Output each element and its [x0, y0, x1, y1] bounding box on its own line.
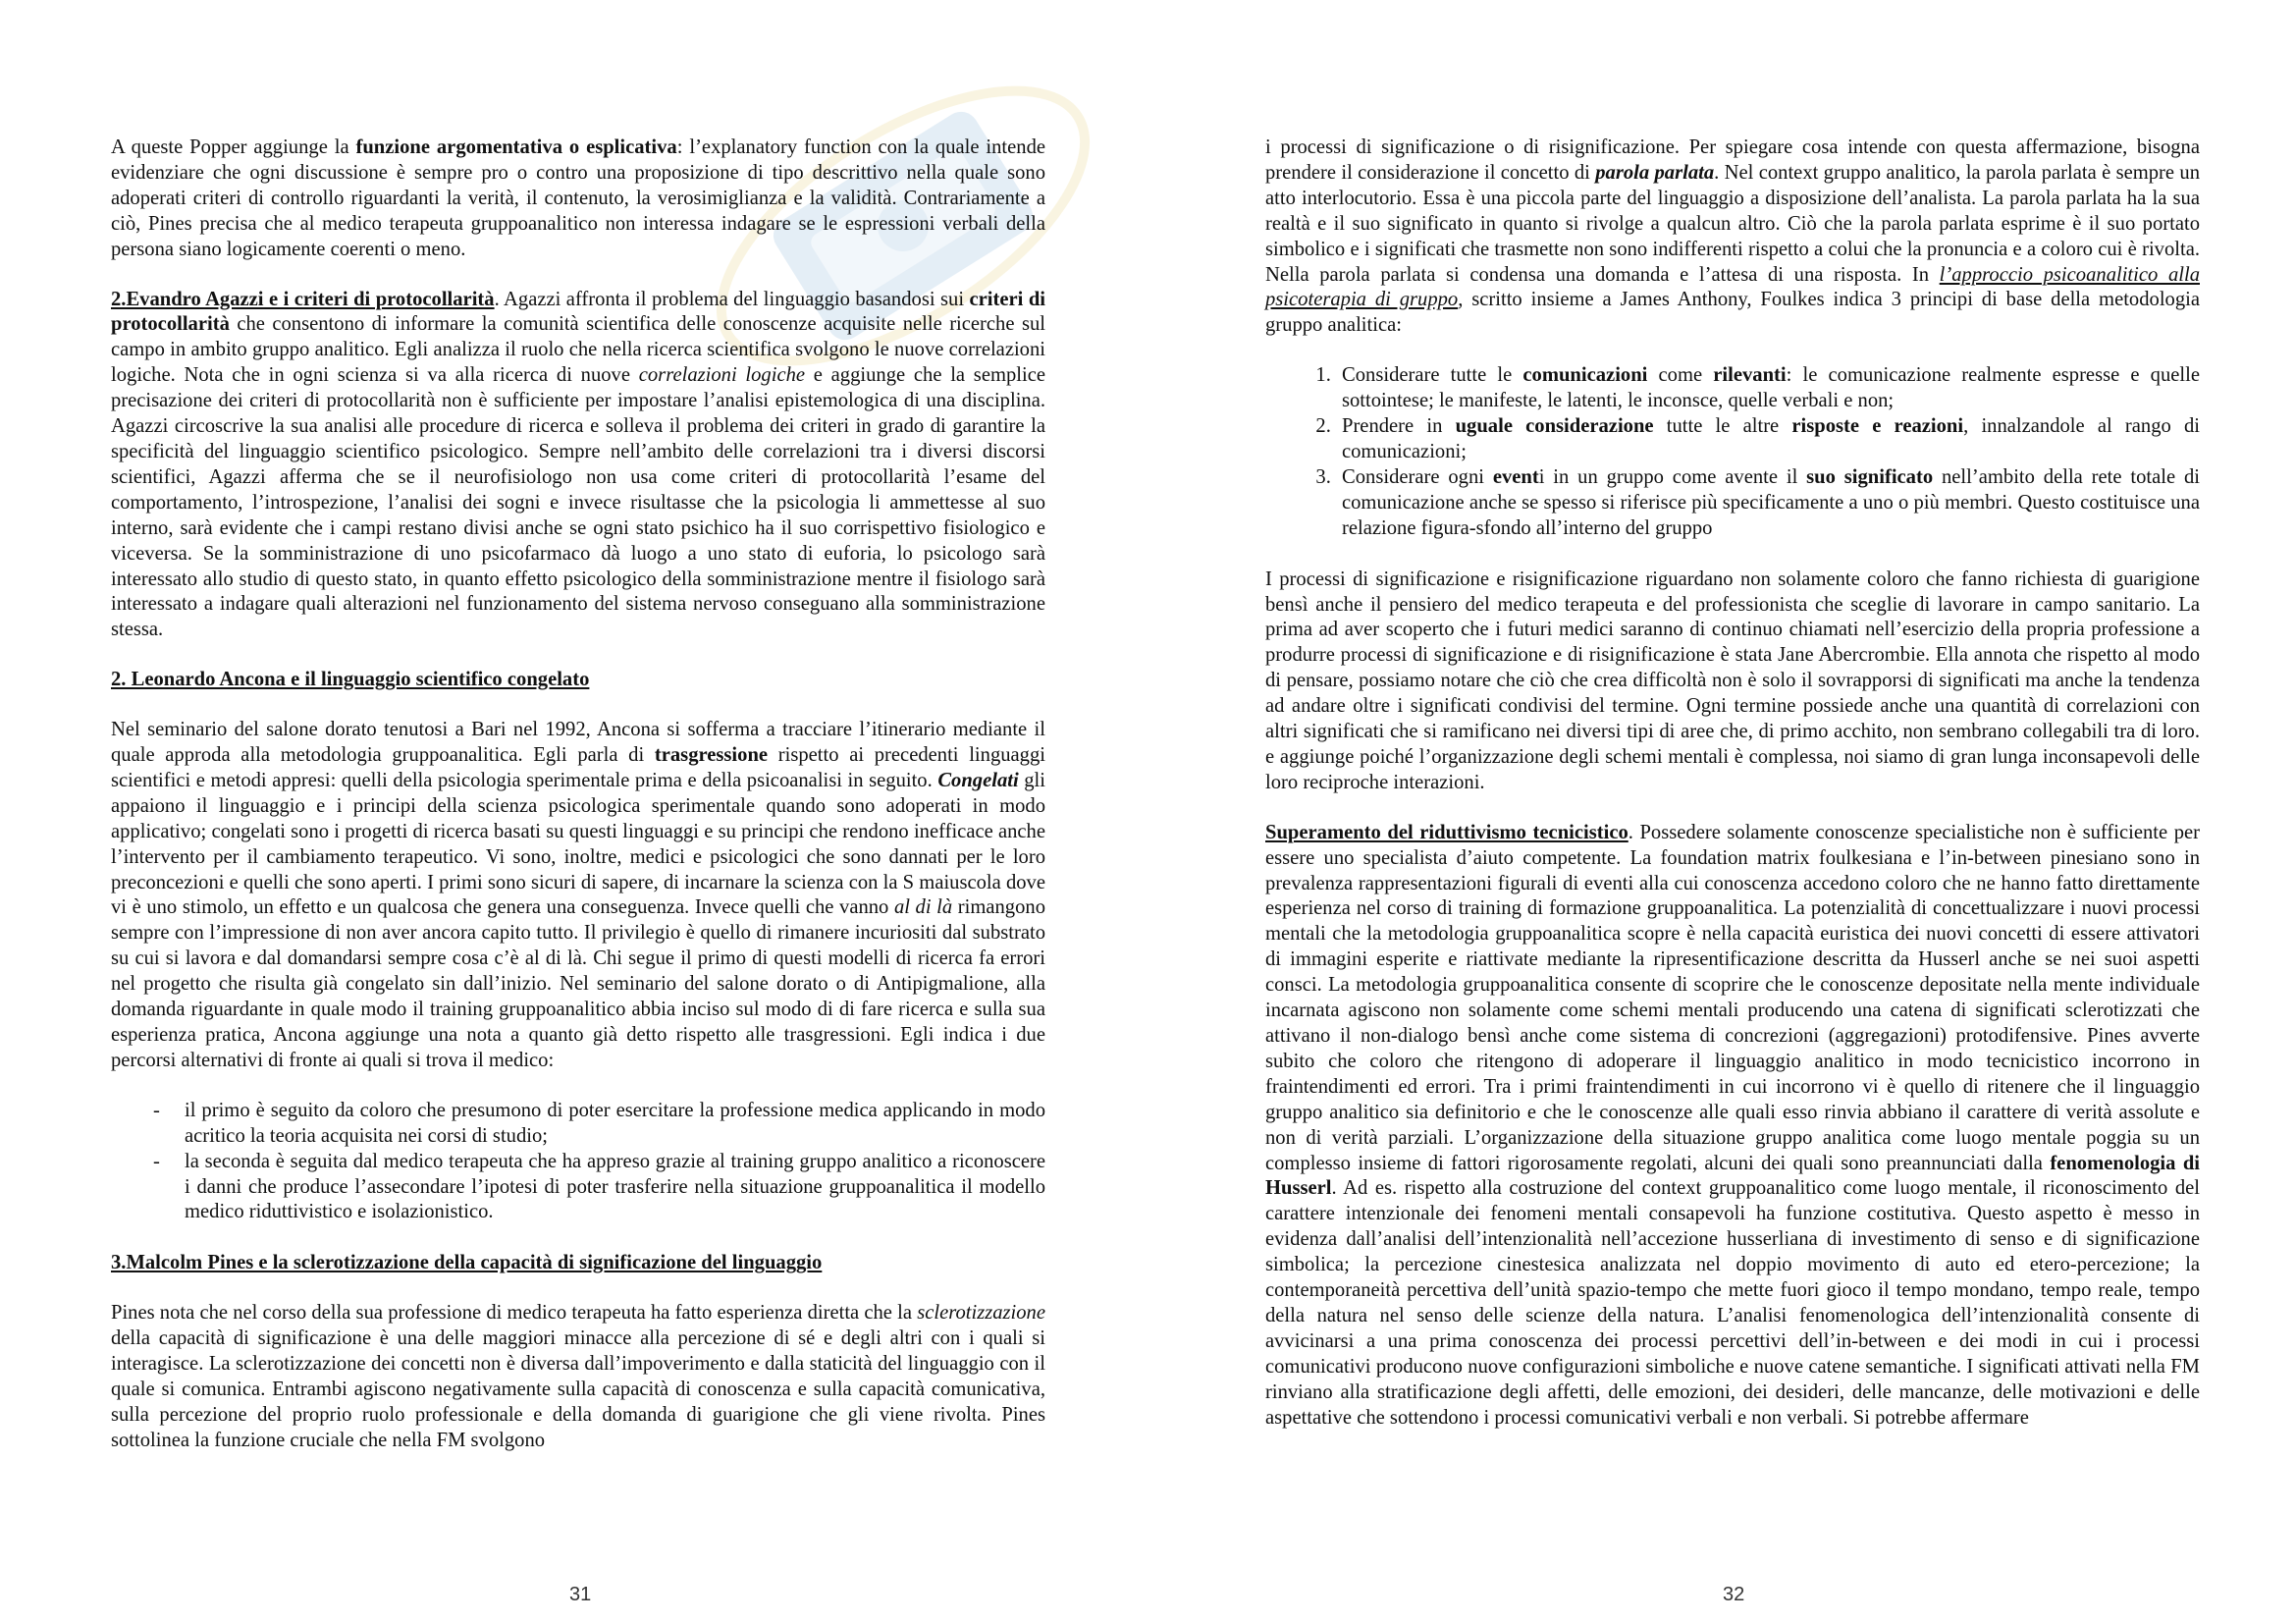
text-run: . Agazzi affronta il problema del linguaggio basandosi sui — [494, 288, 970, 310]
principles-list — [1265, 363, 2200, 541]
text-run: A queste Popper aggiunge la — [111, 136, 356, 158]
emphasized-text: suo significato — [1806, 465, 1934, 488]
emphasized-text: sclerotizzazione — [917, 1302, 1045, 1325]
text-run: i processi di significazione o di risignificazione. Per spiegare cosa intende con questa affermazione, bisogna prendere il considerazione il concetto di — [1265, 136, 2200, 184]
text-run: come — [1647, 364, 1714, 387]
list-item-text: la seconda è seguita dal medico terapeuta che ha appreso grazie al training gruppo analitico a riconoscere i danni che produce l’assecondare l’ipotesi di poter trasferire nella situazione gruppoanalitica il modello medico riduttivistico e isolazionistico. — [185, 1150, 1045, 1223]
section-heading-pines: 3.Malcolm Pines e la sclerotizzazione della capacità di significazione del linguaggio — [111, 1252, 823, 1274]
list-item — [153, 1150, 1045, 1226]
emphasized-text: al di là — [893, 896, 953, 919]
emphasized-text: correlazioni logiche — [638, 364, 806, 387]
text-run: gli appaiono il linguaggio e i principi della scienza psicologica sperimentale quando sono adoperati in modo applicativo; congelati sono i progetti di ricerca basati su questi linguaggi e su principi che rendono inefficace anche l’intervento per il cambiamento terapeutico. Vi sono, inoltre, medici e psicologici che sono dannati per le loro preconcezioni e quelli che sono aperti. I primi sono sicuri di sapere, di incarnare la scienza con la S maiuscola dove vi è uno stimolo, un effetto e un qualcosa che genera una conseguenza. Invece quelli che vanno — [111, 769, 1045, 919]
text-run: Considerare ogni — [1342, 465, 1493, 488]
emphasized-text: trasgressione — [654, 744, 769, 767]
right-paragraph-riduttivismo — [1265, 821, 2200, 1432]
text-run: , innalzandole al rango di comunicazioni; — [1342, 415, 2201, 462]
section-heading-ancona: 2. Leonardo Ancona e il linguaggio scientifico congelato — [111, 669, 590, 691]
list-item — [1336, 414, 2200, 465]
page-number-right: 32 — [1723, 1584, 1745, 1605]
text-run: . Possedere solamente conoscenze specialistiche non è sufficiente per essere uno specialista d’aiuto competente. La foundation matrix foulkesiana e l’in-between pinesiano sono in prevalenza rappresentazioni figurali di eventi alla cui conoscenza accedono coloro che ne hanno fatto direttamente esperienza nel corso di training di formazione gruppoanalitica. La potenzialità di concettualizzare i nuovi processi mentali che la metodologia gruppoanalitica scopre è nella capacità euristica dei nuovi concetti di essere attivatori di immagini esperite e riattivate mediante la ripresentificazione descritta da Husserl anche se nei suoi aspetti consci. La metodologia gruppoanalitica consente di scoprire che le conoscenze depositate nella mente individuale incarnata agiscono non solamente come schemi mentali producendo una catena di significati sclerotizzati che attivano il non-dialogo bensì anche come sistema di concrezioni (aggregazioni) protodifensive. Pines avverte subito che coloro che ritengono di adoperare il linguaggio analitico in modo tecnicistico incorrono in fraintendimenti ed errori. Tra i primi fraintendimenti in cui incorrono vi è quello di ritenere che il linguaggio gruppo analitico sia definitorio e che le conoscenze alle quali esso rinvia abbiano il carattere di verità assolute e non di verità parziali. L’organizzazione della situazione gruppo analitica come luogo mentale poggia su un complesso insieme di fattori rigorosamente regolati, alcuni dei quali sono preannunciati dalla — [1265, 821, 2201, 1174]
text-run: : l’explanatory function con la quale intende evidenziare che ogni discussione è sempre pro o contro una proposizione di tipo descrittivo nella quale sono adoperati criteri di controllo riguardanti la verità, il contenuto, la verosimiglianza e la validità. Contrariamente a ciò, Pines precisa che al medico terapeuta gruppoanalitico non interessa indagare se le espressioni verbali della persona siano logicamente coerenti o meno. — [111, 136, 1046, 260]
emphasized-text: Congelati — [937, 769, 1019, 791]
emphasized-text: comunicazioni — [1522, 364, 1648, 387]
text-run: che consentono di informare la comunità scientifica delle conoscenze acquisite nelle ricerche sul campo in ambito gruppo analitico. Egli analizza il ruolo che nella ricerca scientifica svolgono le nuove correlazioni logiche. Nota che in ogni scienza si va alla ricerca di nuove — [111, 313, 1045, 387]
left-paragraph-popper — [111, 135, 1045, 263]
emphasized-text: 2.Evandro Agazzi e i criteri di protocollarità — [111, 288, 495, 310]
left-paragraph-pines — [111, 1301, 1045, 1453]
text-run: nell’ambito della rete totale di comunicazione anche se spesso si riferisce più specificamente a uno o più membri. Questo costituisce una relazione figura-sfondo all’interno del gruppo — [1342, 465, 2200, 539]
text-run: della capacità di significazione è una delle maggiori minacce alla percezione di sé e degli altri con i quali si interagisce. La sclerotizzazione dei concetti non è diversa dall’impoverimento e dalla staticità del linguaggio con il quale si comunica. Entrambi agiscono negativamente sulla capacità di conoscenza e sulla capacità comunicativa, sulla percezione del proprio ruolo professionale e della domanda di guarigione che gli viene rivolta. Pines sottolinea la funzione cruciale che nella FM svolgono — [111, 1327, 1045, 1451]
list-dash: - — [153, 1150, 160, 1172]
text-run: . Ad es. rispetto alla costruzione del context gruppoanalitico come luogo mentale, il riconoscimento del carattere intenzionale dei fenomeni mentali consapevoli ha funzione costitutiva. Questo aspetto è messo in evidenza dall’analisi dell’intenzionalità nell’accezione husserliana di investimento di senso e di significazione simbolica; la percezione cinestesica analizzata nel doppio movimento di auto ed etero-percezione; la contemporaneità percettiva dell’unità spazio-tempo che mette fuori gioco il tempo mondano, tempo reale, tempo della natura nel senso delle scienze della natura. L’analisi fenomenologica dell’intenzionalità consente di avvicinarsi a una prima conoscenza dei processi percettivi dell’in-between e dei modi in cui i processi comunicativi producono nuove configurazioni simboliche e nuove catene semantiche. I significati attivati nella FM rinviano alla stratificazione degli affetti, delle emozioni, dei desideri, delle mancanze, delle motivazioni e delle aspettative che sottendono i processi comunicativi verbali e non verbali. Si potrebbe affermare — [1265, 1177, 2200, 1429]
alternative-paths-list — [111, 1099, 1045, 1226]
text-run: I processi di significazione e risignificazione riguardano non solamente coloro che fanno richiesta di guarigione bensì anche il pensiero del medico terapeuta e del professionista che sceglie di lavorare in campo sanitario. La prima ad aver scoperto che i futuri medici saranno di continuo chiamati nell’esercizio della propria professione a produrre processi di significazione e di risignificazione è stata Jane Abercrombie. Ella annota che rispetto al modo di pensare, possiamo notare che ciò che crea difficoltà non è solo il sovrapporsi di significati ma anche la tendenza ad andare oltre i significati condivisi del termine. Ogni termine possiede anche una quantità di correlazioni con altri significati che si ramificano nei diversi tipi di aree che, di primo acchito, non sembrano collegabili tra di loro. e aggiunge poiché l’organizzazione degli schemi mentali è complessa, noi siamo di gran lunga inconsapevoli delle loro reciproche interazioni. — [1265, 568, 2200, 793]
text-run: i in un gruppo come avente il — [1538, 465, 1807, 488]
text-run: : le comunicazione realmente espresse e quelle sottointese; le manifeste, le latenti, le inconsce, quelle verbali e non; — [1342, 364, 2200, 412]
emphasized-text: criteri di protocollarità — [111, 288, 1045, 336]
text-run: e aggiunge che la semplice precisazione dei criteri di protocollarità non è sufficiente per impostare l’analisi epistemologica di una disciplina. Agazzi circoscrive la sua analisi alle procedure di ricerca e solleva il problema dei criteri in grado di garantire la specificità del linguaggio scientifico psicologico. Sempre nell’ambito delle correlazioni tra i diversi discorsi scientifici, Agazzi afferma che se il neurofisiologo non usa come criteri di protocollarità l’esame del comportamento, l’introspezione, l’analisi dei sogni e invece risultasse che la psicologia li ammettesse al suo interno, sarà evidente che i campi restano divisi anche se ogni stato psichico ha il suo corrispettivo fisiologico e viceversa. Se la somministrazione di uno psicofarmaco dà luogo a uno stato di euforia, lo psicologo sarà interessato allo studio di questo stato, in quanto effetto psicologico della somministrazione mentre il fisiologo sarà interessato a indagare quali alterazioni nel funzionamento del sistema nervoso conseguano alla somministrazione stessa. — [111, 364, 1045, 641]
text-run: tutte le altre — [1653, 415, 1792, 438]
left-paragraph-agazzi — [111, 288, 1045, 644]
list-item — [1336, 465, 2200, 542]
text-run: Nel seminario del salone dorato tenutosi a Bari nel 1992, Ancona si sofferma a tracciare l’itinerario mediante il quale approda alla metodologia gruppoanalitica. Egli parla di — [111, 719, 1045, 767]
left-paragraph-ancona — [111, 718, 1045, 1074]
left-page — [111, 135, 1045, 1479]
emphasized-text: rilevanti — [1713, 364, 1787, 387]
list-item-text: il primo è seguito da coloro che presumono di poter esercitare la professione medica applicando in modo acritico la teoria acquisita nei corsi di studio; — [185, 1099, 1045, 1147]
list-dash: - — [153, 1099, 160, 1121]
emphasized-text: uguale considerazione — [1455, 415, 1654, 438]
emphasized-text: parola parlata — [1595, 161, 1715, 184]
emphasized-text: fenomenologia di Husserl — [1265, 1152, 2201, 1200]
page-number-left: 31 — [569, 1584, 592, 1605]
text-run: rimangono sempre con l’impressione di non aver ancora capito tutto. Il privilegio è quello di rimanere incuriositi dal substrato su cui si lavora e dal domandarsi sempre cosa c’è al di là. Chi segue il primo di questi modelli di ricerca fa errori nel progetto che risulta già congelato sin dall’inizio. Nel seminario del salone dorato o di Antipigmalione, alla domanda riguardante in quale modo il training gruppoanalitico abbia inciso sul modo di di fare ricerca e sulla sua esperienza pratica, Ancona aggiunge una nota a quanto già detto rispetto alle trasgressioni. Egli indica i due percorsi alternativi di fronte ai quali si trova il medico: — [111, 896, 1045, 1071]
list-item — [153, 1099, 1045, 1150]
text-run: Prendere in — [1342, 415, 1456, 438]
emphasized-text: Superamento del riduttivismo tecnicistico — [1265, 821, 1629, 843]
right-paragraph-parola-parlata — [1265, 135, 2200, 339]
emphasized-text: risposte e reazioni — [1791, 415, 1964, 438]
text-run: . Nel context gruppo analitico, la parola parlata è sempre un atto interlocutorio. Essa è una piccola parte del linguaggio a disposizione dell’analista. La parola parlata ha la sua realtà e il suo significato in quanto si rivolge a qualcun altro. Ciò che la parola parlata esprime è il suo portato simbolico e i significati che trasmette non sono indifferenti rispetto a colui che la pronuncia e a coloro cui è rivolta. Nella parola parlata si condensa una domanda e l’attesa di una risposta. In — [1265, 161, 2200, 286]
text-run: rispetto ai precedenti linguaggi scientifici e metodi appresi: quelli della psicologia sperimentale prima e della psicoanalisi in seguito. — [111, 744, 1045, 791]
emphasized-text: l’approccio psicoanalitico alla psicoterapia di gruppo — [1265, 263, 2200, 311]
emphasized-text: event — [1492, 465, 1539, 488]
emphasized-text: funzione argomentativa o esplicativa — [355, 136, 677, 158]
text-run: , scritto insieme a James Anthony, Foulkes indica 3 principi di base della metodologia gruppo analitica: — [1265, 289, 2200, 337]
text-run: Pines nota che nel corso della sua professione di medico terapeuta ha fatto esperienza diretta che la — [111, 1302, 918, 1325]
list-item — [1336, 363, 2200, 414]
right-page — [1265, 135, 2200, 1456]
text-run: Considerare tutte le — [1342, 364, 1523, 387]
right-paragraph-abercrombie — [1265, 568, 2200, 796]
